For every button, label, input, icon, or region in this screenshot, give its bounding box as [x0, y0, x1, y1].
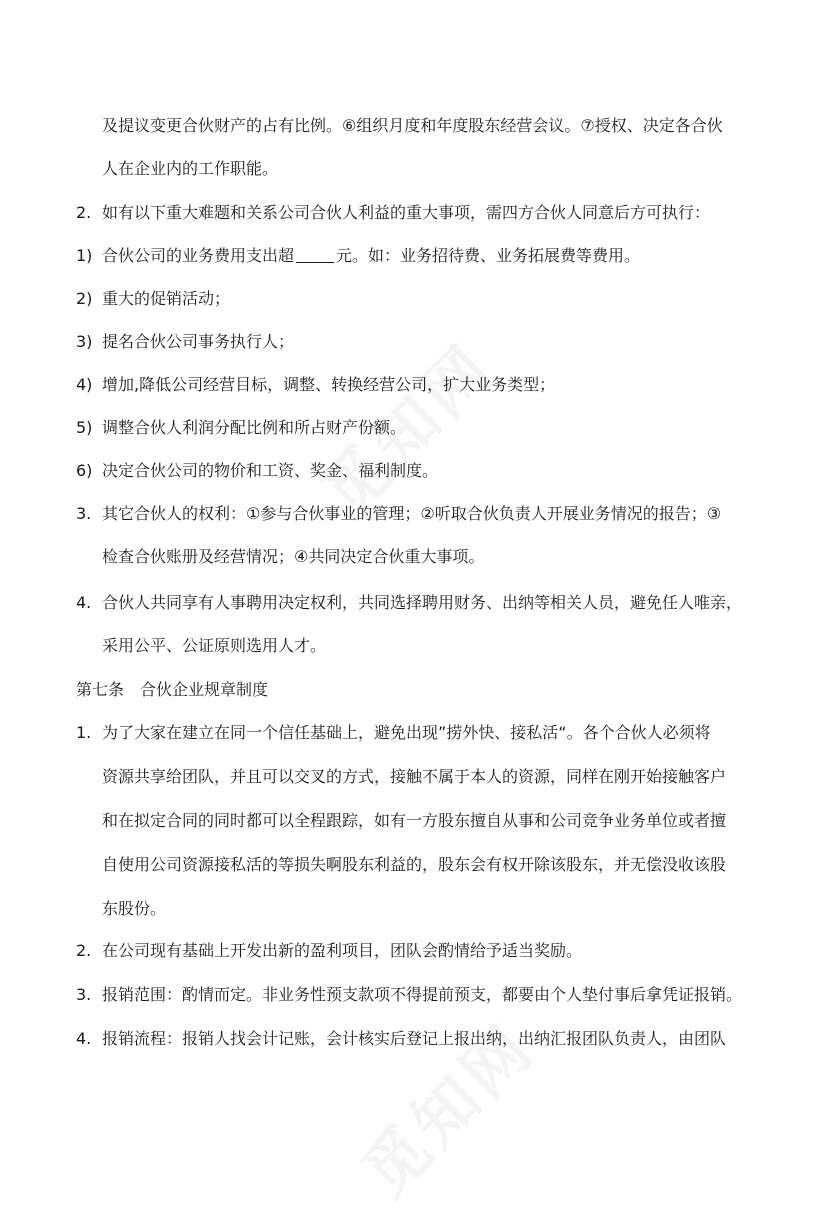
list-text: 其它合伙人的权利：①参与合伙事业的管理；②听取合伙负责人开展业务情况的报告；③ [102, 504, 722, 523]
list-text: 决定合伙公司的物价和工资、奖金、福利制度。 [102, 461, 439, 480]
list-text: 增加,降低公司经营目标，调整、转换经营公司，扩大业务类型； [102, 375, 556, 394]
list-text: 报销范围：酌情而定。非业务性预支款项不得提前预支，都要由个人垫付事后拿凭证报销。 [102, 985, 743, 1004]
text-line: 采用公平、公证原则选用人才。 [102, 636, 327, 655]
text-line: 检查合伙账册及经营情况；④共同决定合伙重大事项。 [102, 547, 485, 566]
list-number: 2. [76, 203, 92, 222]
text-line: 东股份。 [102, 899, 167, 918]
list-text: 为了大家在建立在同一个信任基础上，避免出现”捞外快、接私活“。各个合伙人必须将 [102, 723, 711, 742]
list-number: 2) [76, 289, 93, 308]
text-line: 资源共享给团队，并且可以交叉的方式，接触不属于本人的资源，同样在刚开始接触客户 [102, 767, 727, 786]
list-number: 4. [76, 1029, 92, 1048]
list-number: 6) [76, 461, 93, 480]
text-line: 自使用公司资源接私活的等损失啊股东利益的，股东会有权开除该股东，并无偿没收该股 [102, 855, 727, 874]
list-text: 合伙公司的业务费用支出超 元。如：业务招待费、业务拓展费等费用。 [102, 246, 641, 265]
text-line: 人在企业内的工作职能。 [102, 159, 279, 178]
list-number: 1) [76, 246, 93, 265]
list-number: 5) [76, 418, 93, 437]
text-line: 及提议变更合伙财产的占有比例。⑥组织月度和年度股东经营会议。⑦授权、决定各合伙 [102, 116, 723, 135]
list-text: 报销流程：报销人找会计记账，会计核实后登记上报出纳，出纳汇报团队负责人，由团队 [102, 1029, 727, 1048]
list-text: 调整合伙人利润分配比例和所占财产份额。 [102, 418, 407, 437]
list-text: 如有以下重大难题和关系公司合伙人利益的重大事项，需四方合伙人同意后方可执行： [102, 203, 711, 222]
list-number: 2. [76, 941, 92, 960]
list-number: 3. [76, 504, 92, 523]
list-number: 3) [76, 332, 93, 351]
list-number: 1. [76, 723, 92, 742]
list-text: 合伙人共同享有人事聘用决定权利，共同选择聘用财务、出纳等相关人员，避免任人唯亲， [102, 593, 743, 612]
list-number: 4. [76, 593, 92, 612]
list-text: 提名合伙公司事务执行人； [102, 332, 295, 351]
list-text: 在公司现有基础上开发出新的盈利项目，团队会酌情给予适当奖励。 [102, 941, 583, 960]
fill-blank [296, 246, 334, 263]
text-line: 和在拟定合同的同时都可以全程跟踪，如有一方股东擅自从事和公司竞争业务单位或者擅 [102, 811, 727, 830]
list-number: 4) [76, 375, 93, 394]
list-text: 重大的促销活动； [102, 289, 231, 308]
list-number: 3. [76, 985, 92, 1004]
section-heading: 第七条 合伙企业规章制度 [76, 680, 269, 699]
